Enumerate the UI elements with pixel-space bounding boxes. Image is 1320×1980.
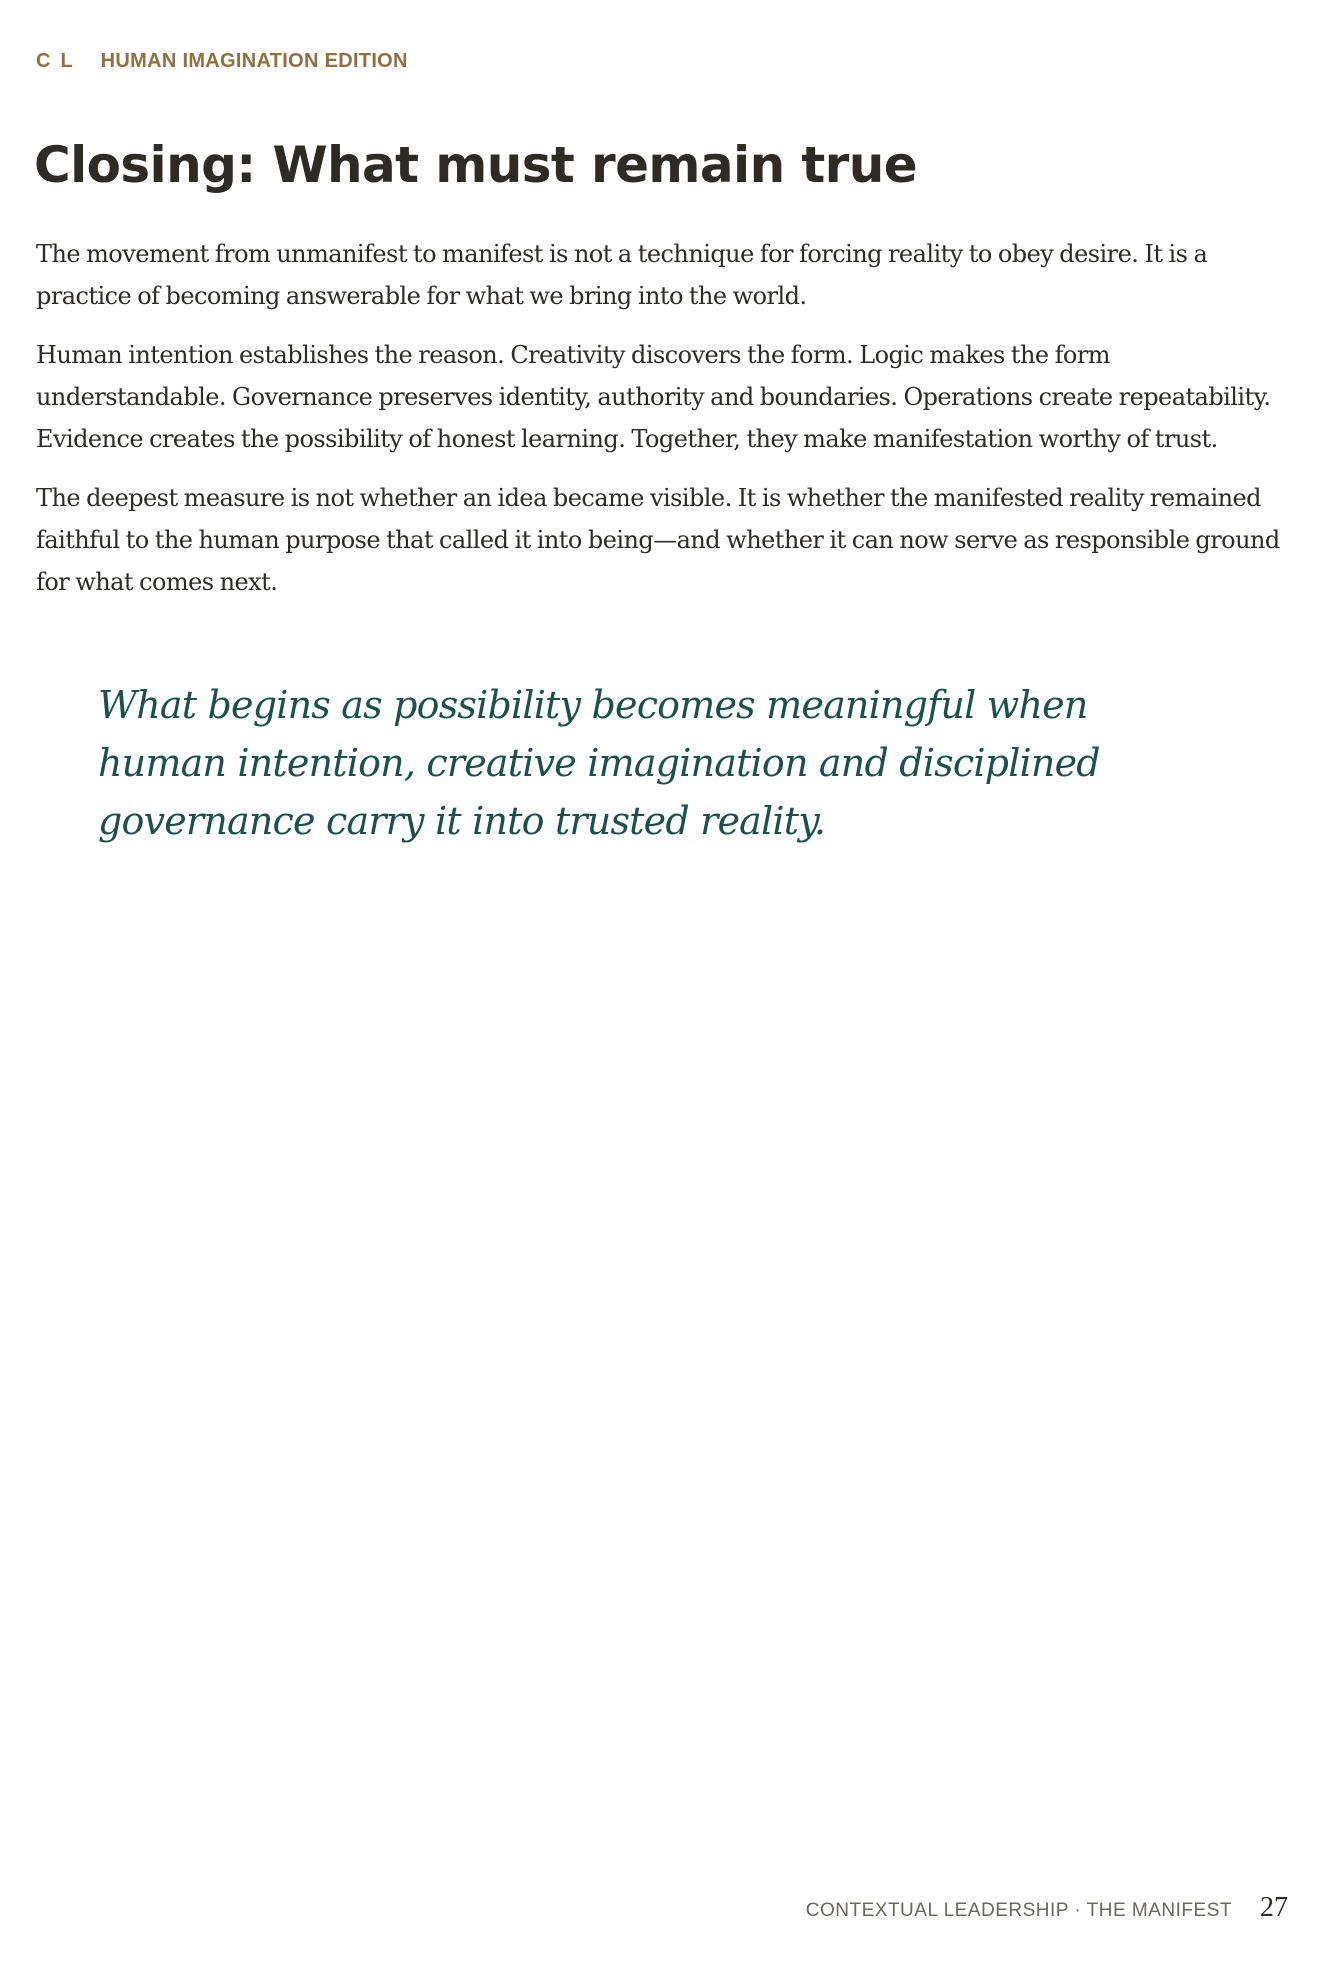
page-footer — [806, 1892, 1288, 1924]
brand-mark: CL — [36, 50, 83, 72]
edition-label: HUMAN IMAGINATION EDITION — [100, 50, 408, 72]
paragraph: Human intention establishes the reason. Creativity discovers the form. Logic makes the form understandable. Governance preserves identity, authority and boundaries. Operations create repeatability. Evidence creates the possibility of honest learning. Together, they make manifestation worthy of trust. — [36, 341, 1271, 453]
pull-quote: What begins as possibility becomes meaningful when human intention, creative imagination and disciplined governance carry it into trusted reality. — [98, 683, 1100, 843]
paragraph: The deepest measure is not whether an idea became visible. It is whether the manifested reality remained faithful to the human purpose that called it into being—and whether it can now serve as responsible ground for what comes next. — [36, 484, 1280, 596]
page-title: Closing: What must remain true — [34, 136, 918, 194]
running-header — [36, 50, 408, 73]
paragraph: The movement from unmanifest to manifest is not a technique for forcing reality to obey desire. It is a practice of becoming answerable for what we bring into the world. — [36, 240, 1208, 310]
footer-label: CONTEXTUAL LEADERSHIP · THE MANIFEST — [805, 1900, 1232, 1921]
page-number: 27 — [1260, 1892, 1288, 1923]
body-text — [36, 233, 1286, 620]
